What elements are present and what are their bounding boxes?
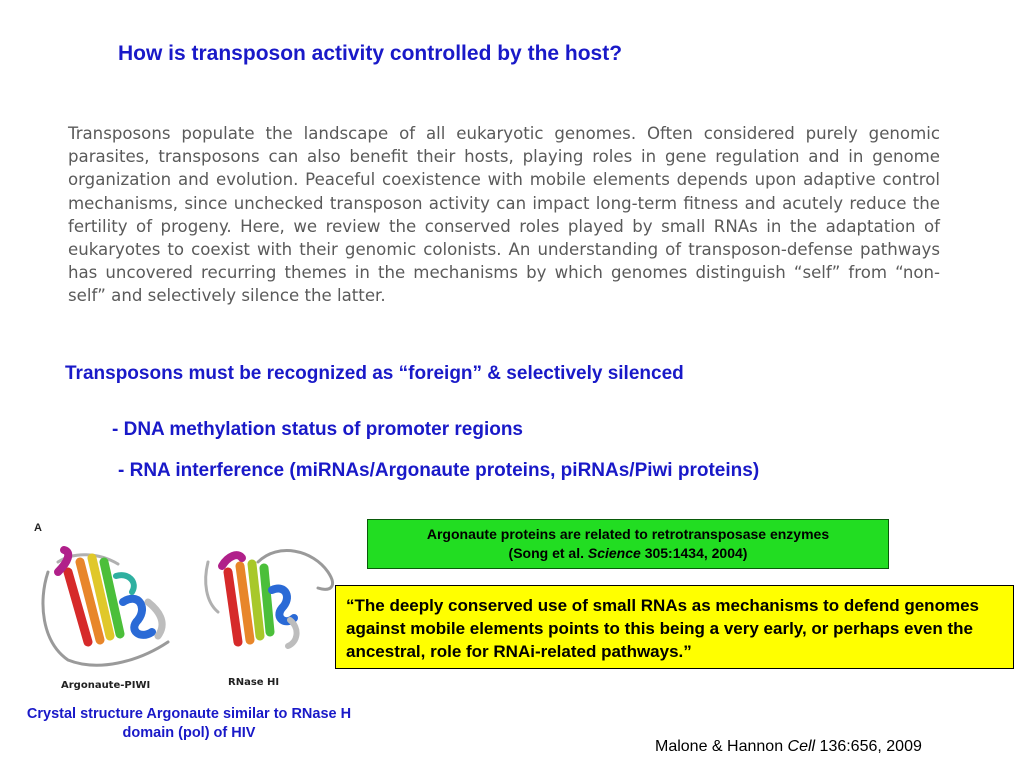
argonaute-note-box <box>367 519 889 569</box>
bullet-dna-methylation: - DNA methylation status of promoter regions <box>112 419 523 440</box>
journal-cell: Cell <box>787 738 816 755</box>
protein-structure-figure <box>28 532 358 682</box>
section-heading: Transposons must be recognized as “foreign” & selectively silenced <box>65 363 684 384</box>
figure-label-argonaute-piwi: Argonaute-PIWI <box>61 680 151 691</box>
argonaute-note-line1: Argonaute proteins are related to retrotransposase enzymes <box>426 526 830 542</box>
argonaute-piwi-structure <box>43 550 168 665</box>
rnase-hi-structure <box>206 551 333 646</box>
journal-science: Science <box>587 545 641 561</box>
figure-label-rnase-hi: RNase HI <box>228 677 280 688</box>
argonaute-note-line2: (Song et al. Science 305:1434, 2004) <box>508 545 748 561</box>
figure-caption: Crystal structure Argonaute similar to RNase H domain (pol) of HIV <box>26 706 352 741</box>
bullet-rna-interference: - RNA interference (miRNAs/Argonaute proteins, piRNAs/Piwi proteins) <box>118 460 760 481</box>
abstract-text: Transposons populate the landscape of all eukaryotic genomes. Often considered purely genomic parasites, transposons can also benefit their hosts, playing roles in gene regulation and in genome organization and evolution. Peaceful coexistence with mobile elements depends upon adaptive control mechanisms, since unchecked transposon activity can impact long-term fitness and acutely reduce the fertility of progeny. Here, we review the conserved roles played by small RNAs in the adaptation of eukaryotes to coexist with their genomic colonists. An understanding of transposon-defense pathways has uncovered recurring themes in the mechanisms by which genomes distinguish “self” from “non-self” and selectively silence the latter. <box>68 124 940 306</box>
figure-panel-letter: A <box>34 522 42 534</box>
slide-title: How is transposon activity controlled by the host? <box>118 42 623 65</box>
quote-box: “The deeply conserved use of small RNAs as mechanisms to defend genomes against mobile elements points to this being a very early, or perhaps even the ancestral, role for RNAi-related pathways.” <box>335 585 1014 669</box>
citation: Malone & Hannon Cell 136:656, 2009 <box>655 738 922 755</box>
